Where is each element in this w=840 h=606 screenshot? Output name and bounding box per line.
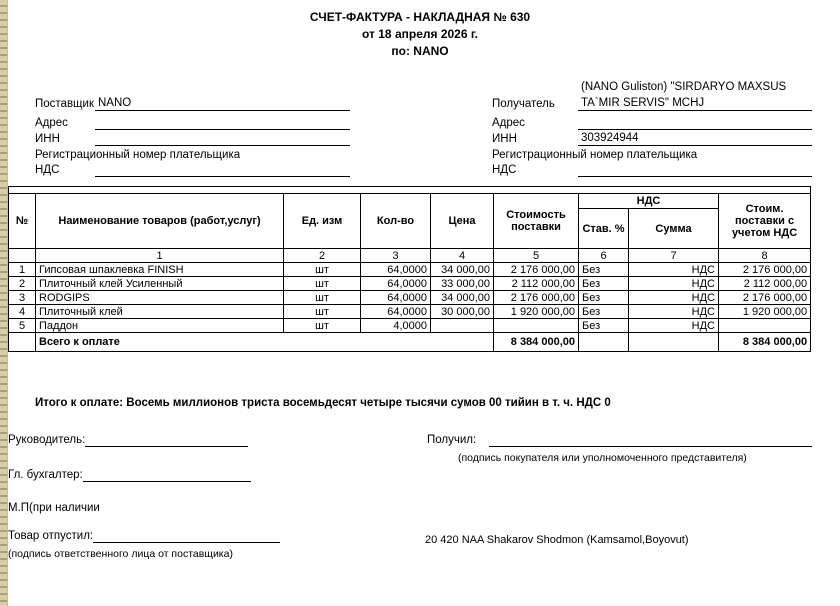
supplier-vat-field: [95, 176, 350, 177]
total-label: Всего к оплате: [36, 333, 494, 352]
total-empty-vat-rate: [579, 333, 629, 352]
receiver-vat-field: [578, 176, 812, 177]
colnum-8: 8: [719, 249, 811, 263]
supplier-vat-label: НДС: [35, 164, 60, 176]
col-header-no: №: [9, 194, 36, 249]
receiver-vat-row: [492, 162, 812, 177]
director-label: Руководитель:: [8, 434, 86, 446]
released-signature-line: [93, 542, 280, 543]
cell-qty: 64,0000: [361, 277, 431, 291]
col-header-total-with-vat: Стоим. поставки с учетом НДС: [719, 194, 811, 249]
cell-name: Плиточный клей Усиленный: [36, 277, 284, 291]
table-total-row: [9, 333, 811, 352]
col-header-vat-group: НДС: [579, 194, 719, 209]
cell-qty: 64,0000: [361, 263, 431, 277]
cell-price: [431, 319, 494, 333]
colnum-empty: [9, 249, 36, 263]
document-date: от 18 апреля 2026 г.: [362, 27, 478, 41]
colnum-6: 6: [579, 249, 629, 263]
cell-vat-rate: Без: [579, 291, 629, 305]
cell-price: 30 000,00: [431, 305, 494, 319]
receiver-inn-row: [492, 131, 812, 146]
cell-qty: 4,0000: [361, 319, 431, 333]
cell-total: 1 920 000,00: [719, 305, 811, 319]
director-signature-line: [85, 446, 248, 447]
receiver-vat-label: НДС: [492, 164, 517, 176]
receiver-reg-label: Регистрационный номер плательщика: [492, 149, 698, 161]
cell-unit: шт: [284, 291, 361, 305]
cell-cost: 2 176 000,00: [494, 263, 579, 277]
cell-name: Плиточный клей: [36, 305, 284, 319]
col-header-price: Цена: [431, 194, 494, 249]
supplier-address-label: Адрес: [35, 117, 68, 129]
cell-vat-sum: НДС: [629, 305, 719, 319]
cell-num: 2: [9, 277, 36, 291]
cell-price: 33 000,00: [431, 277, 494, 291]
total-empty-vat-sum: [629, 333, 719, 352]
receiver-address-field: [578, 129, 812, 130]
receiver-address-label: Адрес: [492, 117, 525, 129]
col-header-name: Наименование товаров (работ,услуг): [36, 194, 284, 249]
supplier-inn-row: [35, 131, 350, 146]
cell-vat-rate: Без: [579, 277, 629, 291]
received-signature-row: [427, 432, 812, 447]
col-header-vat-sum: Сумма: [629, 209, 719, 249]
col-header-unit: Ед. изм: [284, 194, 361, 249]
receiver-inn-label: ИНН: [492, 133, 517, 145]
cell-num: 5: [9, 319, 36, 333]
accountant-signature-row: [8, 467, 251, 482]
director-signature-row: [8, 432, 248, 447]
cell-total: 2 112 000,00: [719, 277, 811, 291]
amount-in-words: Итого к оплате: Восемь миллионов триста восемьдесят четыре тысячи сумов 00 тийин в т. ч. НДС 0: [35, 397, 611, 409]
cell-total: [719, 319, 811, 333]
cell-cost: [494, 319, 579, 333]
stamp-label: М.П(при наличии: [8, 502, 100, 514]
released-signature-row: [8, 528, 280, 543]
total-with-vat: 8 384 000,00: [719, 333, 811, 352]
colnum-1: 1: [36, 249, 284, 263]
document-subtitle: по: NANO: [391, 44, 449, 58]
cell-name: RODGIPS: [36, 291, 284, 305]
cell-unit: шт: [284, 277, 361, 291]
cell-vat-sum: НДС: [629, 319, 719, 333]
cell-cost: 2 176 000,00: [494, 291, 579, 305]
cell-num: 4: [9, 305, 36, 319]
cell-name: Гипсовая шпаклевка FINISH: [36, 263, 284, 277]
total-empty-num: [9, 333, 36, 352]
cell-unit: шт: [284, 305, 361, 319]
colnum-3: 3: [361, 249, 431, 263]
table-row: [9, 277, 811, 291]
cell-vat-rate: Без: [579, 305, 629, 319]
supplier-inn-field: [95, 145, 350, 146]
column-numbers-row: [9, 249, 811, 263]
cell-vat-rate: Без: [579, 263, 629, 277]
total-cost: 8 384 000,00: [494, 333, 579, 352]
supplier-name-field: NANO: [95, 96, 350, 111]
cell-vat-sum: НДС: [629, 263, 719, 277]
items-table: [8, 186, 811, 352]
table-row: [9, 263, 811, 277]
released-label: Товар отпустил:: [8, 530, 94, 542]
cell-unit: шт: [284, 319, 361, 333]
cell-qty: 64,0000: [361, 291, 431, 305]
receiver-name-overflow: (NANO Guliston) "SIRDARYO MAXSUS: [581, 81, 787, 93]
cell-qty: 64,0000: [361, 305, 431, 319]
cell-total: 2 176 000,00: [719, 263, 811, 277]
supplier-reg-label: Регистрационный номер плательщика: [35, 149, 241, 161]
cell-vat-sum: НДС: [629, 277, 719, 291]
table-row: [9, 305, 811, 319]
table-row: [9, 319, 811, 333]
supplier-inn-label: ИНН: [35, 133, 60, 145]
supplier-address-field: [95, 129, 350, 130]
cell-price: 34 000,00: [431, 291, 494, 305]
col-header-qty: Кол-во: [361, 194, 431, 249]
released-caption: (подпись ответственного лица от поставщика): [8, 548, 233, 560]
receiver-name-field: TA`MIR SERVIS" MCHJ: [578, 96, 812, 111]
document-title: СЧЕТ-ФАКТУРА - НАКЛАДНАЯ № 630: [309, 10, 531, 24]
cell-num: 3: [9, 291, 36, 305]
cell-price: 34 000,00: [431, 263, 494, 277]
receiver-address-row: [492, 115, 812, 130]
accountant-signature-line: [83, 481, 251, 482]
accountant-label: Гл. бухгалтер:: [8, 469, 83, 481]
cell-unit: шт: [284, 263, 361, 277]
cell-cost: 1 920 000,00: [494, 305, 579, 319]
cell-cost: 2 112 000,00: [494, 277, 579, 291]
supplier-vat-row: [35, 162, 350, 177]
cell-name: Паддон: [36, 319, 284, 333]
cell-vat-sum: НДС: [629, 291, 719, 305]
col-header-vat-rate: Став. %: [579, 209, 629, 249]
table-top-spacer-row: [9, 187, 811, 194]
table-header-row-1: [9, 194, 811, 209]
colnum-2: 2: [284, 249, 361, 263]
receiver-inn-field: 303924944: [578, 131, 812, 146]
agent-info: 20 420 NAA Shakarov Shodmon (Kamsamol,Boyovut): [425, 534, 689, 546]
colnum-7: 7: [629, 249, 719, 263]
cell-total: 2 176 000,00: [719, 291, 811, 305]
document-title-block: [0, 9, 840, 60]
received-label: Получил:: [427, 434, 477, 446]
supplier-name-row: [35, 96, 350, 111]
receiver-label: Получатель: [492, 98, 555, 110]
received-caption: (подпись покупателя или уполномоченного представителя): [458, 452, 747, 464]
supplier-label: Поставщик: [35, 98, 94, 110]
receiver-name-row: [492, 96, 812, 111]
cell-num: 1: [9, 263, 36, 277]
cell-vat-rate: Без: [579, 319, 629, 333]
col-header-cost: Стоимость поставки: [494, 194, 579, 249]
received-signature-line: [489, 446, 812, 447]
page-break-edge-strip: [0, 0, 8, 606]
table-row: [9, 291, 811, 305]
supplier-address-row: [35, 115, 350, 130]
colnum-4: 4: [431, 249, 494, 263]
colnum-5: 5: [494, 249, 579, 263]
